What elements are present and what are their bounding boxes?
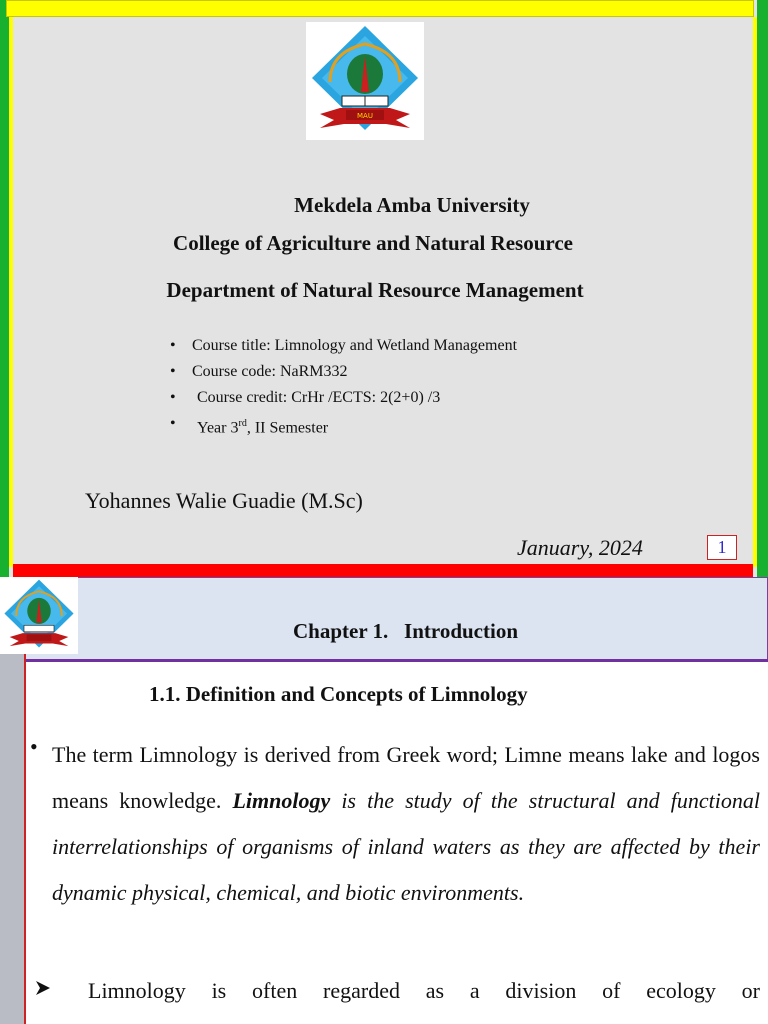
paragraph-definition: is the study of the structural and functional interrelationships of organisms of inland waters as they are affected by their dynamic physical, chemical, and biotic environments. — [52, 788, 760, 905]
second-paragraph: Limnology is often regarded as a division of ecology or — [88, 978, 760, 1003]
course-info-list — [170, 334, 517, 438]
definition-paragraph — [52, 732, 760, 916]
year-semester-item — [170, 412, 517, 438]
year-prefix: Year 3 — [197, 419, 239, 437]
bullet-dot-icon: • — [30, 734, 38, 759]
course-code-item: • Course code: NaRM332 — [170, 360, 517, 386]
top-yellow-bar — [6, 0, 754, 17]
author-name: Yohannes Walie Guadie (M.Sc) — [85, 488, 363, 513]
chapter-title: Chapter 1. Introduction — [293, 619, 519, 643]
header-divider — [0, 659, 768, 662]
bottom-red-bar — [13, 564, 753, 577]
college-name: College of Agriculture and Natural Resource — [173, 231, 573, 255]
presentation-date: January, 2024 — [517, 535, 643, 560]
university-name: Mekdela Amba University — [294, 193, 530, 217]
semester-text: , II Semester — [246, 419, 329, 437]
paragraph-lead: The term Limnology is derived from Greek word; Limne means lake and logos means knowledge. — [52, 742, 760, 813]
university-logo-small — [0, 577, 78, 654]
left-gray-bar — [0, 654, 26, 1024]
year-ordinal: rd — [238, 418, 247, 429]
course-credit-item: • Course credit: CrHr /ECTS: 2(2+0) /3 — [170, 386, 517, 412]
section-heading: 1.1. Definition and Concepts of Limnology — [149, 682, 528, 706]
svg-text:MAU: MAU — [357, 112, 373, 120]
university-logo — [306, 22, 424, 140]
slide-number: 1 — [707, 535, 737, 560]
course-title-item: • Course title: Limnology and Wetland Management — [170, 334, 517, 360]
arrow-bullet-icon — [34, 979, 52, 1003]
content-slide — [0, 577, 768, 1024]
department-name: Department of Natural Resource Management — [166, 278, 584, 302]
limnology-term: Limnology — [232, 788, 331, 813]
